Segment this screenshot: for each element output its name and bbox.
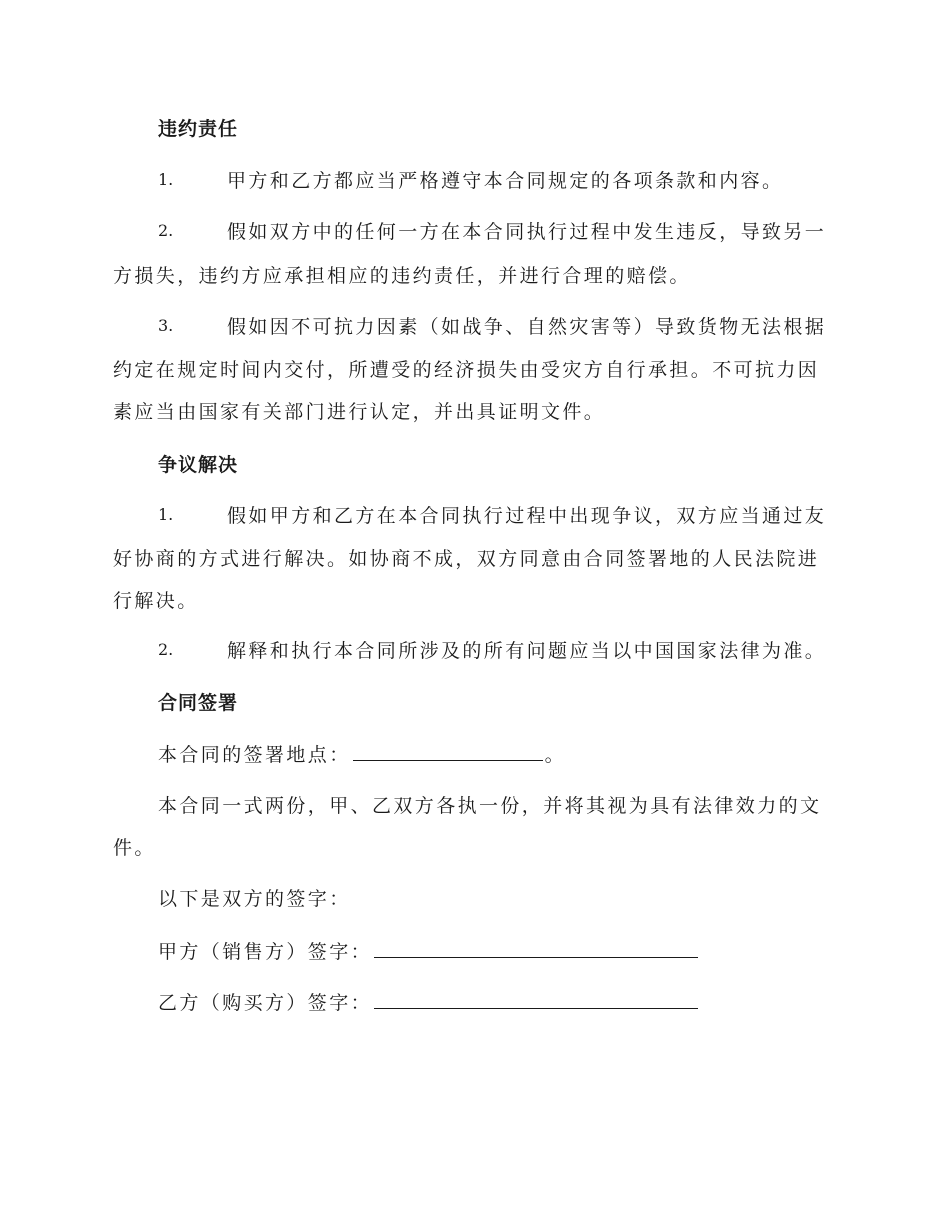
- section-heading-dispute: 争议解决: [158, 454, 239, 476]
- signing-place-period: 。: [544, 744, 567, 766]
- signing-place-label: 本合同的签署地点：: [158, 744, 351, 766]
- item-number: 2.: [158, 221, 174, 240]
- paragraph-line: 好协商的方式进行解决。如协商不成，双方同意由合同签署地的人民法院进: [113, 548, 820, 570]
- item-number: 2.: [158, 640, 174, 659]
- item-number: 3.: [158, 316, 174, 335]
- party-a-signature-blank[interactable]: [374, 941, 698, 958]
- paragraph-line: 甲方和乙方都应当严格遵守本合同规定的各项条款和内容。: [227, 170, 784, 192]
- paragraph-line: 假如双方中的任何一方在本合同执行过程中发生违反，导致另一: [227, 221, 827, 243]
- section-heading-breach: 违约责任: [158, 118, 239, 140]
- party-a-signature-line: [158, 937, 700, 964]
- section-heading-signing: 合同签署: [158, 692, 239, 714]
- paragraph-line: 假如甲方和乙方在本合同执行过程中出现争议，双方应当通过友: [227, 505, 827, 527]
- party-b-signature-blank[interactable]: [374, 992, 698, 1009]
- signing-place-blank[interactable]: [353, 744, 543, 761]
- paragraph-line: 方损失，违约方应承担相应的违约责任，并进行合理的赔偿。: [113, 265, 691, 287]
- paragraph-line: 约定在规定时间内交付，所遭受的经济损失由受灾方自行承担。不可抗力因: [113, 359, 820, 381]
- paragraph-line: 素应当由国家有关部门进行认定，并出具证明文件。: [113, 401, 606, 423]
- item-number: 1.: [158, 170, 174, 189]
- party-b-signature-label: 乙方（购买方）签字：: [158, 992, 373, 1014]
- paragraph-line: 假如因不可抗力因素（如战争、自然灾害等）导致货物无法根据: [227, 316, 827, 338]
- item-number: 1.: [158, 505, 174, 524]
- paragraph-line: 本合同一式两份，甲、乙双方各执一份，并将其视为具有法律效力的文: [158, 795, 822, 817]
- paragraph-line: 件。: [113, 837, 156, 859]
- paragraph-line: 解释和执行本合同所涉及的所有问题应当以中国国家法律为准。: [227, 640, 827, 662]
- paragraph-line: 行解决。: [113, 590, 199, 612]
- party-b-signature-line: [158, 988, 700, 1015]
- party-a-signature-label: 甲方（销售方）签字：: [158, 941, 373, 963]
- signature-intro: 以下是双方的签字：: [158, 888, 351, 910]
- signing-place-line: [158, 740, 566, 767]
